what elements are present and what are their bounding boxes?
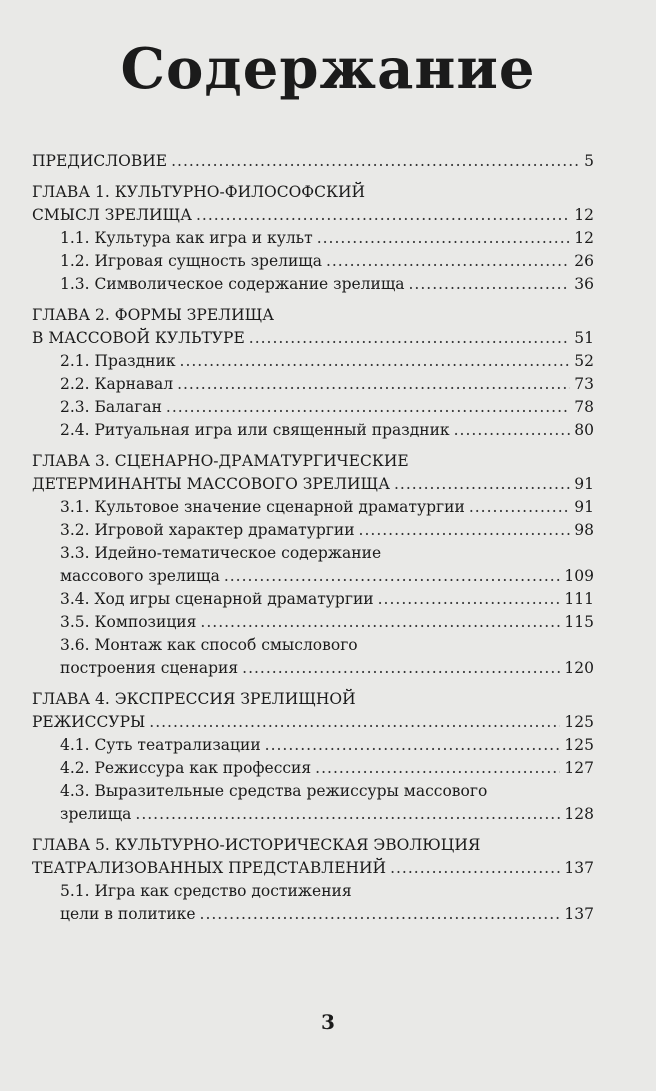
leader-dots	[390, 857, 560, 880]
section-page: 26	[574, 252, 594, 270]
chapter-title-line: ГЛАВА 1. КУЛЬТУРНО-ФИЛОСОФСКИЙ	[32, 183, 366, 201]
section-page: 120	[564, 659, 594, 677]
section-page: 80	[574, 421, 594, 439]
section-page: 78	[574, 398, 594, 416]
section-page: 98	[574, 521, 594, 539]
section-label-first-line: 4.3. Выразительные средства режиссуры массового	[60, 782, 488, 800]
toc-section	[60, 903, 594, 926]
chapter-title-line: ГЛАВА 3. СЦЕНАРНО-ДРАМАТУРГИЧЕСКИЕ	[32, 452, 409, 470]
leader-dots	[317, 227, 571, 250]
section-label: 1.3. Символическое содержание зрелища	[60, 275, 405, 293]
chapter-title-line: ГЛАВА 5. КУЛЬТУРНО-ИСТОРИЧЕСКАЯ ЭВОЛЮЦИЯ	[32, 836, 481, 854]
leader-dots	[454, 419, 571, 442]
toc-section	[60, 803, 594, 826]
toc-section	[60, 273, 594, 296]
toc-section	[60, 227, 594, 250]
chapter-title-text: РЕЖИССУРЫ	[32, 713, 146, 731]
toc-section	[60, 519, 594, 542]
section-label: массового зрелища	[60, 567, 220, 585]
page-title: Содержание	[120, 36, 536, 102]
section-label: 3.4. Ход игры сценарной драматургии	[60, 590, 374, 608]
leader-dots	[249, 327, 571, 350]
section-label: 3.2. Игровой характер драматургии	[60, 521, 355, 539]
toc-entry-page: 5	[584, 152, 594, 170]
toc-entry-label: ПРЕДИСЛОВИЕ	[32, 152, 168, 170]
leader-dots	[200, 611, 560, 634]
toc-chapter-5	[32, 834, 594, 926]
section-page: 128	[564, 805, 594, 823]
leader-dots	[180, 350, 571, 373]
section-page: 12	[574, 229, 594, 247]
chapter-title-last-line	[32, 204, 594, 227]
toc-section	[60, 588, 594, 611]
chapter-page: 137	[564, 859, 594, 877]
section-page: 115	[564, 613, 594, 631]
chapter-title-text: ДЕТЕРМИНАНТЫ МАССОВОГО ЗРЕЛИЩА	[32, 475, 390, 493]
leader-dots	[196, 204, 570, 227]
section-page: 137	[564, 905, 594, 923]
section-page: 73	[574, 375, 594, 393]
chapter-page: 91	[574, 475, 594, 493]
page-number: 3	[321, 1010, 335, 1034]
leader-dots	[200, 903, 561, 926]
section-page: 52	[574, 352, 594, 370]
toc-section	[60, 757, 594, 780]
section-label: цели в политике	[60, 905, 196, 923]
leader-dots	[409, 273, 571, 296]
section-label: 2.2. Карнавал	[60, 375, 174, 393]
leader-dots	[394, 473, 570, 496]
chapter-page: 125	[564, 713, 594, 731]
toc-chapter-1	[32, 181, 594, 296]
chapter-title-last-line	[32, 327, 594, 350]
toc-section	[60, 657, 594, 680]
toc-chapter-2	[32, 304, 594, 442]
chapter-title-text: ТЕАТРАЛИЗОВАННЫХ ПРЕДСТАВЛЕНИЙ	[32, 859, 387, 877]
leader-dots	[265, 734, 561, 757]
section-page: 36	[574, 275, 594, 293]
toc-section	[60, 396, 594, 419]
chapter-page: 12	[574, 206, 594, 224]
chapter-page: 51	[574, 329, 594, 347]
toc-section	[60, 373, 594, 396]
toc-section	[60, 565, 594, 588]
table-of-contents	[32, 150, 594, 926]
leader-dots	[171, 150, 580, 173]
chapter-title-last-line	[32, 473, 594, 496]
section-label: 3.1. Культовое значение сценарной драматургии	[60, 498, 465, 516]
chapter-title-last-line	[32, 711, 594, 734]
section-label: 1.2. Игровая сущность зрелища	[60, 252, 322, 270]
toc-chapter-3	[32, 450, 594, 680]
toc-section	[60, 496, 594, 519]
toc-section	[60, 734, 594, 757]
section-label: 2.4. Ритуальная игра или священный праздник	[60, 421, 450, 439]
leader-dots	[359, 519, 571, 542]
toc-section	[60, 250, 594, 273]
leader-dots	[315, 757, 560, 780]
section-page: 91	[574, 498, 594, 516]
section-label-first-line: 5.1. Игра как средство достижения	[60, 882, 352, 900]
leader-dots	[177, 373, 570, 396]
section-label: 4.2. Режиссура как профессия	[60, 759, 312, 777]
leader-dots	[242, 657, 560, 680]
leader-dots	[224, 565, 561, 588]
section-label: 4.1. Суть театрализации	[60, 736, 261, 754]
leader-dots	[135, 803, 560, 826]
toc-chapter-4	[32, 688, 594, 826]
toc-section	[60, 350, 594, 373]
section-page: 111	[564, 590, 594, 608]
section-label: 2.3. Балаган	[60, 398, 162, 416]
section-label-first-line: 3.6. Монтаж как способ смыслового	[60, 636, 358, 654]
section-label: зрелища	[60, 805, 132, 823]
section-label: 2.1. Праздник	[60, 352, 176, 370]
section-page: 127	[564, 759, 594, 777]
chapter-title-text: СМЫСЛ ЗРЕЛИЩА	[32, 206, 192, 224]
section-page: 109	[564, 567, 594, 585]
section-label: 1.1. Культура как игра и культ	[60, 229, 313, 247]
leader-dots	[469, 496, 570, 519]
chapter-title-last-line	[32, 857, 594, 880]
leader-dots	[326, 250, 570, 273]
toc-section	[60, 419, 594, 442]
section-label: 3.5. Композиция	[60, 613, 197, 631]
leader-dots	[378, 588, 561, 611]
leader-dots	[149, 711, 560, 734]
toc-entry-preface	[32, 150, 594, 173]
section-page: 125	[564, 736, 594, 754]
chapter-title-text: В МАССОВОЙ КУЛЬТУРЕ	[32, 329, 245, 347]
chapter-title-line: ГЛАВА 2. ФОРМЫ ЗРЕЛИЩА	[32, 306, 275, 324]
chapter-title-line: ГЛАВА 4. ЭКСПРЕССИЯ ЗРЕЛИЩНОЙ	[32, 690, 356, 708]
section-label-first-line: 3.3. Идейно-тематическое содержание	[60, 544, 382, 562]
leader-dots	[166, 396, 570, 419]
section-label: построения сценария	[60, 659, 239, 677]
toc-section	[60, 611, 594, 634]
